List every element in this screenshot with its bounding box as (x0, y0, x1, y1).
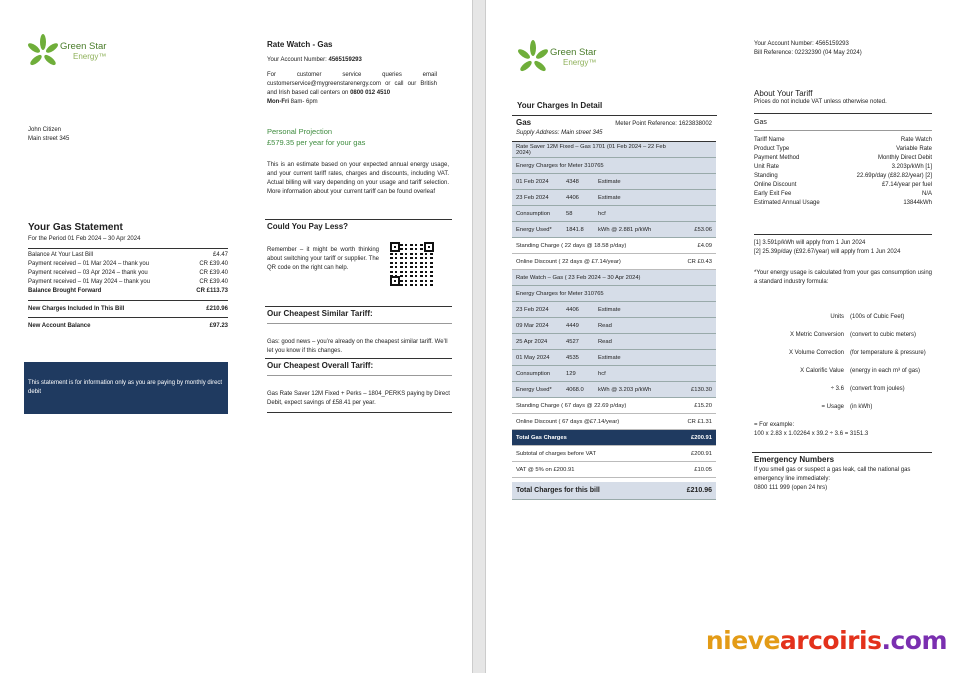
charge-cell: Standing Charge ( 22 days @ 18.58 p/day) (516, 242, 627, 249)
charge-row (512, 414, 716, 430)
charge-cell: VAT @ 5% on £200.91 (516, 466, 575, 473)
contact-text: For customer service queries email customerservice@mygreenstarenergy.com or call our British and Irish based call centers on 0800 012 4510 Mon-Fri 8am- 6pm (267, 72, 437, 105)
tariff-rows (754, 136, 932, 208)
charge-cell: 25 Apr 2024 (516, 338, 548, 345)
charge-cell: kWh @ 3.203 p/kWh (598, 386, 652, 393)
similar-tariff-title: Our Cheapest Similar Tariff: (267, 309, 373, 318)
formula-note: (convert from joules) (850, 386, 905, 392)
charge-cell: Consumption (516, 370, 551, 377)
leaf-icon (516, 40, 550, 80)
formula-step: X Calorific Value (800, 368, 844, 374)
statement-row: Payment received – 03 Apr 2024 – thank you CR £39.40 (28, 270, 228, 276)
charge-cell: £200.91 (691, 434, 712, 441)
charge-cell: £200.91 (691, 450, 712, 457)
charge-cell: 4527 (566, 338, 579, 345)
charge-cell: hcf (598, 370, 606, 377)
formula-row (754, 404, 957, 410)
charge-cell: Rate Watch – Gas ( 23 Feb 2024 – 30 Apr 2024) (516, 274, 641, 281)
brand-sub: Energy™ (563, 58, 597, 67)
charge-cell: 01 Feb 2024 (516, 178, 549, 185)
tariff-key: Estimated Annual Usage (754, 200, 820, 206)
charge-cell: hcf (598, 210, 606, 217)
tariff-value: N/A (921, 191, 932, 197)
formula-note: (in kWh) (850, 404, 873, 410)
supply-address: Supply Address: Main street 345 (516, 130, 603, 136)
tariff-key: Tariff Name (754, 137, 785, 143)
similar-tariff-text: Gas: good news – you’re already on the cheapest similar tariff. We’ll let you know if this changes. (267, 339, 448, 354)
charge-cell: £53.06 (694, 226, 712, 233)
new-charges-row: New Charges Included In This Bill £210.96 (28, 306, 228, 312)
charge-rows (512, 142, 716, 500)
statement-row: Payment received – 01 May 2024 – thank you CR £39.40 (28, 279, 228, 285)
formula-note: (convert to cubic meters) (850, 332, 917, 338)
formula-row (754, 368, 957, 374)
charge-cell: 4068.0 (566, 386, 584, 393)
example-label: = For example: (754, 422, 795, 428)
tariff-key: Standing (754, 173, 778, 179)
formula-note: (energy in each m³ of gas) (850, 368, 921, 374)
page-gutter (472, 0, 486, 673)
charges-title: Your Charges In Detail (517, 101, 603, 110)
projection-title: Personal Projection (267, 127, 333, 136)
charge-cell: Subtotal of charges before VAT (516, 450, 597, 457)
brand-name: Green Star (550, 47, 597, 58)
formula-step: X Volume Correction (788, 350, 844, 356)
charge-cell: Online Discount ( 67 days @£7.14/year) (516, 418, 620, 425)
account-line: Your Account Number: 4565159293 (267, 57, 362, 63)
contact-phone: 0800 012 4510 (350, 90, 391, 96)
charge-cell: 23 Feb 2024 (516, 306, 549, 313)
charge-row (512, 174, 716, 190)
charge-cell: 01 May 2024 (516, 354, 550, 361)
charge-cell: Estimate (598, 194, 621, 201)
charge-cell: £15.20 (694, 402, 712, 409)
formula-step: ÷ 3.6 (830, 386, 844, 392)
tariff-value: £7.14/year per fuel (881, 182, 932, 188)
charge-cell: £10.05 (694, 466, 712, 473)
rate-watch-title: Rate Watch - Gas (267, 40, 333, 49)
charge-row (512, 158, 716, 174)
tariff-value: 13844kWh (903, 200, 932, 206)
charge-cell: CR £1.31 (687, 418, 712, 425)
example-calc: 100 x 2.83 x 1.02264 x 39.2 ÷ 3.6 = 3151.3 (754, 431, 869, 437)
tariff-note: [2] 25.39p/day (£92.67/year) will apply from 1 Jun 2024 (754, 249, 901, 255)
charge-row (512, 254, 716, 270)
charge-cell: Read (598, 322, 612, 329)
overall-tariff-text: Gas Rate Saver 12M Fixed + Perks – 1804_PERKS paying by Direct Debit, expect savings of £58.41 per year. (267, 391, 450, 406)
account-number: Your Account Number: 4565159293 (754, 41, 849, 47)
charge-cell: 4348 (566, 178, 579, 185)
charge-cell: Energy Charges for Meter 310765 (516, 162, 604, 169)
formula-row (754, 350, 957, 356)
emergency-block (754, 455, 932, 493)
pay-less-text: Remember – it might be worth thinking about switching your tariff or supplier. The QR code on the right can help. (267, 247, 379, 271)
formula-row (754, 332, 957, 338)
divider (265, 306, 452, 307)
tariff-row (754, 163, 932, 172)
charge-row (512, 350, 716, 366)
tariff-key: Online Discount (754, 182, 797, 188)
tariff-notes (754, 239, 932, 257)
tariff-note: [1] 3.591p/kWh will apply from 1 Jun 2024 (754, 240, 866, 246)
brand-name: Green Star (60, 41, 107, 52)
projection-amount: £579.35 per year for your gas (267, 138, 366, 147)
tariff-row (754, 190, 932, 199)
formula-step: Units (830, 314, 844, 320)
charge-cell: 23 Feb 2024 (516, 194, 549, 201)
customer-address (28, 126, 69, 144)
projection-block (267, 127, 449, 197)
charge-cell: Standing Charge ( 67 days @ 22.69 p/day) (516, 402, 627, 409)
tariff-row (754, 154, 932, 163)
tariff-row (754, 199, 932, 208)
bill-page-1 (0, 0, 472, 673)
charge-cell: Total Charges for this bill (516, 487, 600, 494)
usage-note: *Your energy usage is calculated from your gas consumption using a standard industry formula: (754, 270, 932, 285)
charge-cell: £4.09 (697, 242, 712, 249)
charge-cell: kWh @ 2.881 p/kWh (598, 226, 652, 233)
tariff-value: 3.203p/kWh [1] (891, 164, 932, 170)
customer-street: Main street 345 (28, 136, 70, 142)
customer-name: John Citizen (28, 127, 62, 133)
charge-row (512, 190, 716, 206)
watermark-text: nievearcoiris.com (705, 626, 947, 655)
charge-cell: 1841.8 (566, 226, 584, 233)
charge-cell: 09 Mar 2024 (516, 322, 549, 329)
bill-reference: Bill Reference: 02232390 (04 May 2024) (754, 50, 862, 56)
tariff-title: About Your Tariff (754, 89, 813, 98)
charge-row (512, 446, 716, 462)
charge-cell: Estimate (598, 306, 621, 313)
tariff-row (754, 181, 932, 190)
charges-detail (512, 118, 716, 500)
formula-step: X Metric Conversion (789, 332, 844, 338)
gas-label: Gas (516, 118, 532, 127)
charge-cell: 58 (566, 210, 573, 217)
tariff-value: Rate Watch (900, 137, 932, 143)
similar-tariff-block (267, 309, 452, 356)
charge-cell: 4449 (566, 322, 579, 329)
formula-note: (for temperature & pressure) (850, 350, 926, 356)
statement-title: Your Gas Statement (28, 222, 123, 233)
charge-row (512, 142, 716, 158)
charge-cell: Estimate (598, 354, 621, 361)
account-header (754, 40, 862, 58)
new-balance-row: New Account Balance £97.23 (28, 323, 228, 329)
green-star-logo (26, 34, 136, 74)
rate-watch-block (267, 40, 437, 107)
pay-less-title: Could You Pay Less? (267, 222, 349, 231)
leaf-icon (26, 34, 60, 74)
statement-row: Payment received – 01 Mar 2024 – thank you CR £39.40 (28, 261, 228, 267)
green-star-logo (516, 40, 626, 80)
charge-row (512, 382, 716, 398)
formula-row (754, 314, 957, 320)
tariff-key: Product Type (754, 146, 790, 152)
info-box: This statement is for information only as you are paying by monthly direct debit (24, 362, 228, 414)
tariff-subtitle: Prices do not include VAT unless otherwise noted. (754, 99, 887, 105)
charge-row (512, 238, 716, 254)
charge-cell: Online Discount ( 22 days @ £7.14/year) (516, 258, 621, 265)
emergency-text: If you smell gas or suspect a gas leak, call the national gas emergency line immediately: (754, 467, 911, 482)
tariff-value: Variable Rate (896, 146, 932, 152)
tariff-section: Gas (754, 119, 767, 126)
overall-tariff-title: Our Cheapest Overall Tariff: (267, 361, 374, 370)
tariff-value: 22.69p/day (£82.82/year) [2] (856, 173, 932, 179)
charge-cell: 4406 (566, 306, 579, 313)
charge-row (512, 222, 716, 238)
gas-header (512, 118, 716, 138)
charge-row (512, 286, 716, 302)
divider (265, 358, 452, 359)
usage-formula (754, 314, 954, 414)
charge-cell: 129 (566, 370, 576, 377)
formula-note: (100s of Cubic Feet) (850, 314, 905, 320)
tariff-key: Unit Rate (754, 164, 780, 170)
statement-period: For the Period 01 Feb 2024 – 30 Apr 2024 (28, 236, 141, 242)
tariff-row (754, 145, 932, 154)
charge-row (512, 430, 716, 446)
charge-cell: Energy Used* (516, 386, 552, 393)
charge-cell: £210.96 (686, 487, 712, 494)
charge-cell: Consumption (516, 210, 551, 217)
brand-sub: Energy™ (73, 52, 107, 61)
overall-tariff-block (267, 361, 452, 413)
statement-row: Balance At Your Last Bill £4.47 (28, 252, 228, 258)
charge-cell: 4406 (566, 194, 579, 201)
charge-row (512, 302, 716, 318)
gas-statement (28, 222, 228, 331)
charge-cell: Total Gas Charges (516, 434, 567, 441)
charge-row (512, 462, 716, 478)
projection-text: This is an estimate based on your expected annual energy usage, and your current tariff rates, charges and discounts, including VAT. Actual billing will vary depending on your usage and tariff selection. More information about your current tariff can be found overleaf (267, 162, 449, 195)
bill-page-2 (486, 0, 957, 673)
charge-cell: Estimate (598, 178, 621, 185)
tariff-row (754, 136, 932, 145)
tariff-key: Early Exit Fee (754, 191, 792, 197)
charge-cell: 4535 (566, 354, 579, 361)
example-block (754, 421, 868, 439)
charge-row (512, 334, 716, 350)
brought-forward-row: Balance Brought Forward CR £113.73 (28, 288, 228, 294)
charge-cell: Read (598, 338, 612, 345)
statement-rows (28, 251, 228, 296)
charge-row (512, 206, 716, 222)
charge-cell: Energy Charges for Meter 310765 (516, 290, 604, 297)
tariff-row (754, 172, 932, 181)
emergency-title: Emergency Numbers (754, 455, 835, 464)
tariff-value: Monthly Direct Debit (877, 155, 932, 161)
charge-row (512, 398, 716, 414)
tariff-block (754, 89, 932, 287)
emergency-phone: 0800 111 999 (open 24 hrs) (754, 485, 828, 491)
charge-cell: Rate Saver 12M Fixed – Gas 1701 (01 Feb 2024 – 22 Feb 2024) (516, 143, 666, 156)
tariff-key: Payment Method (754, 155, 800, 161)
charge-cell: CR £0.43 (687, 258, 712, 265)
formula-row (754, 386, 957, 392)
charge-row (512, 270, 716, 286)
meter-ref: Meter Point Reference: 1623838002 (615, 121, 712, 127)
formula-step: = Usage (821, 404, 844, 410)
divider (265, 219, 452, 220)
qr-code-icon[interactable] (390, 242, 434, 286)
charge-row (512, 318, 716, 334)
charge-row (512, 482, 716, 500)
charge-row (512, 366, 716, 382)
charge-cell: Energy Used* (516, 226, 552, 233)
charge-cell: £130.30 (691, 386, 712, 393)
